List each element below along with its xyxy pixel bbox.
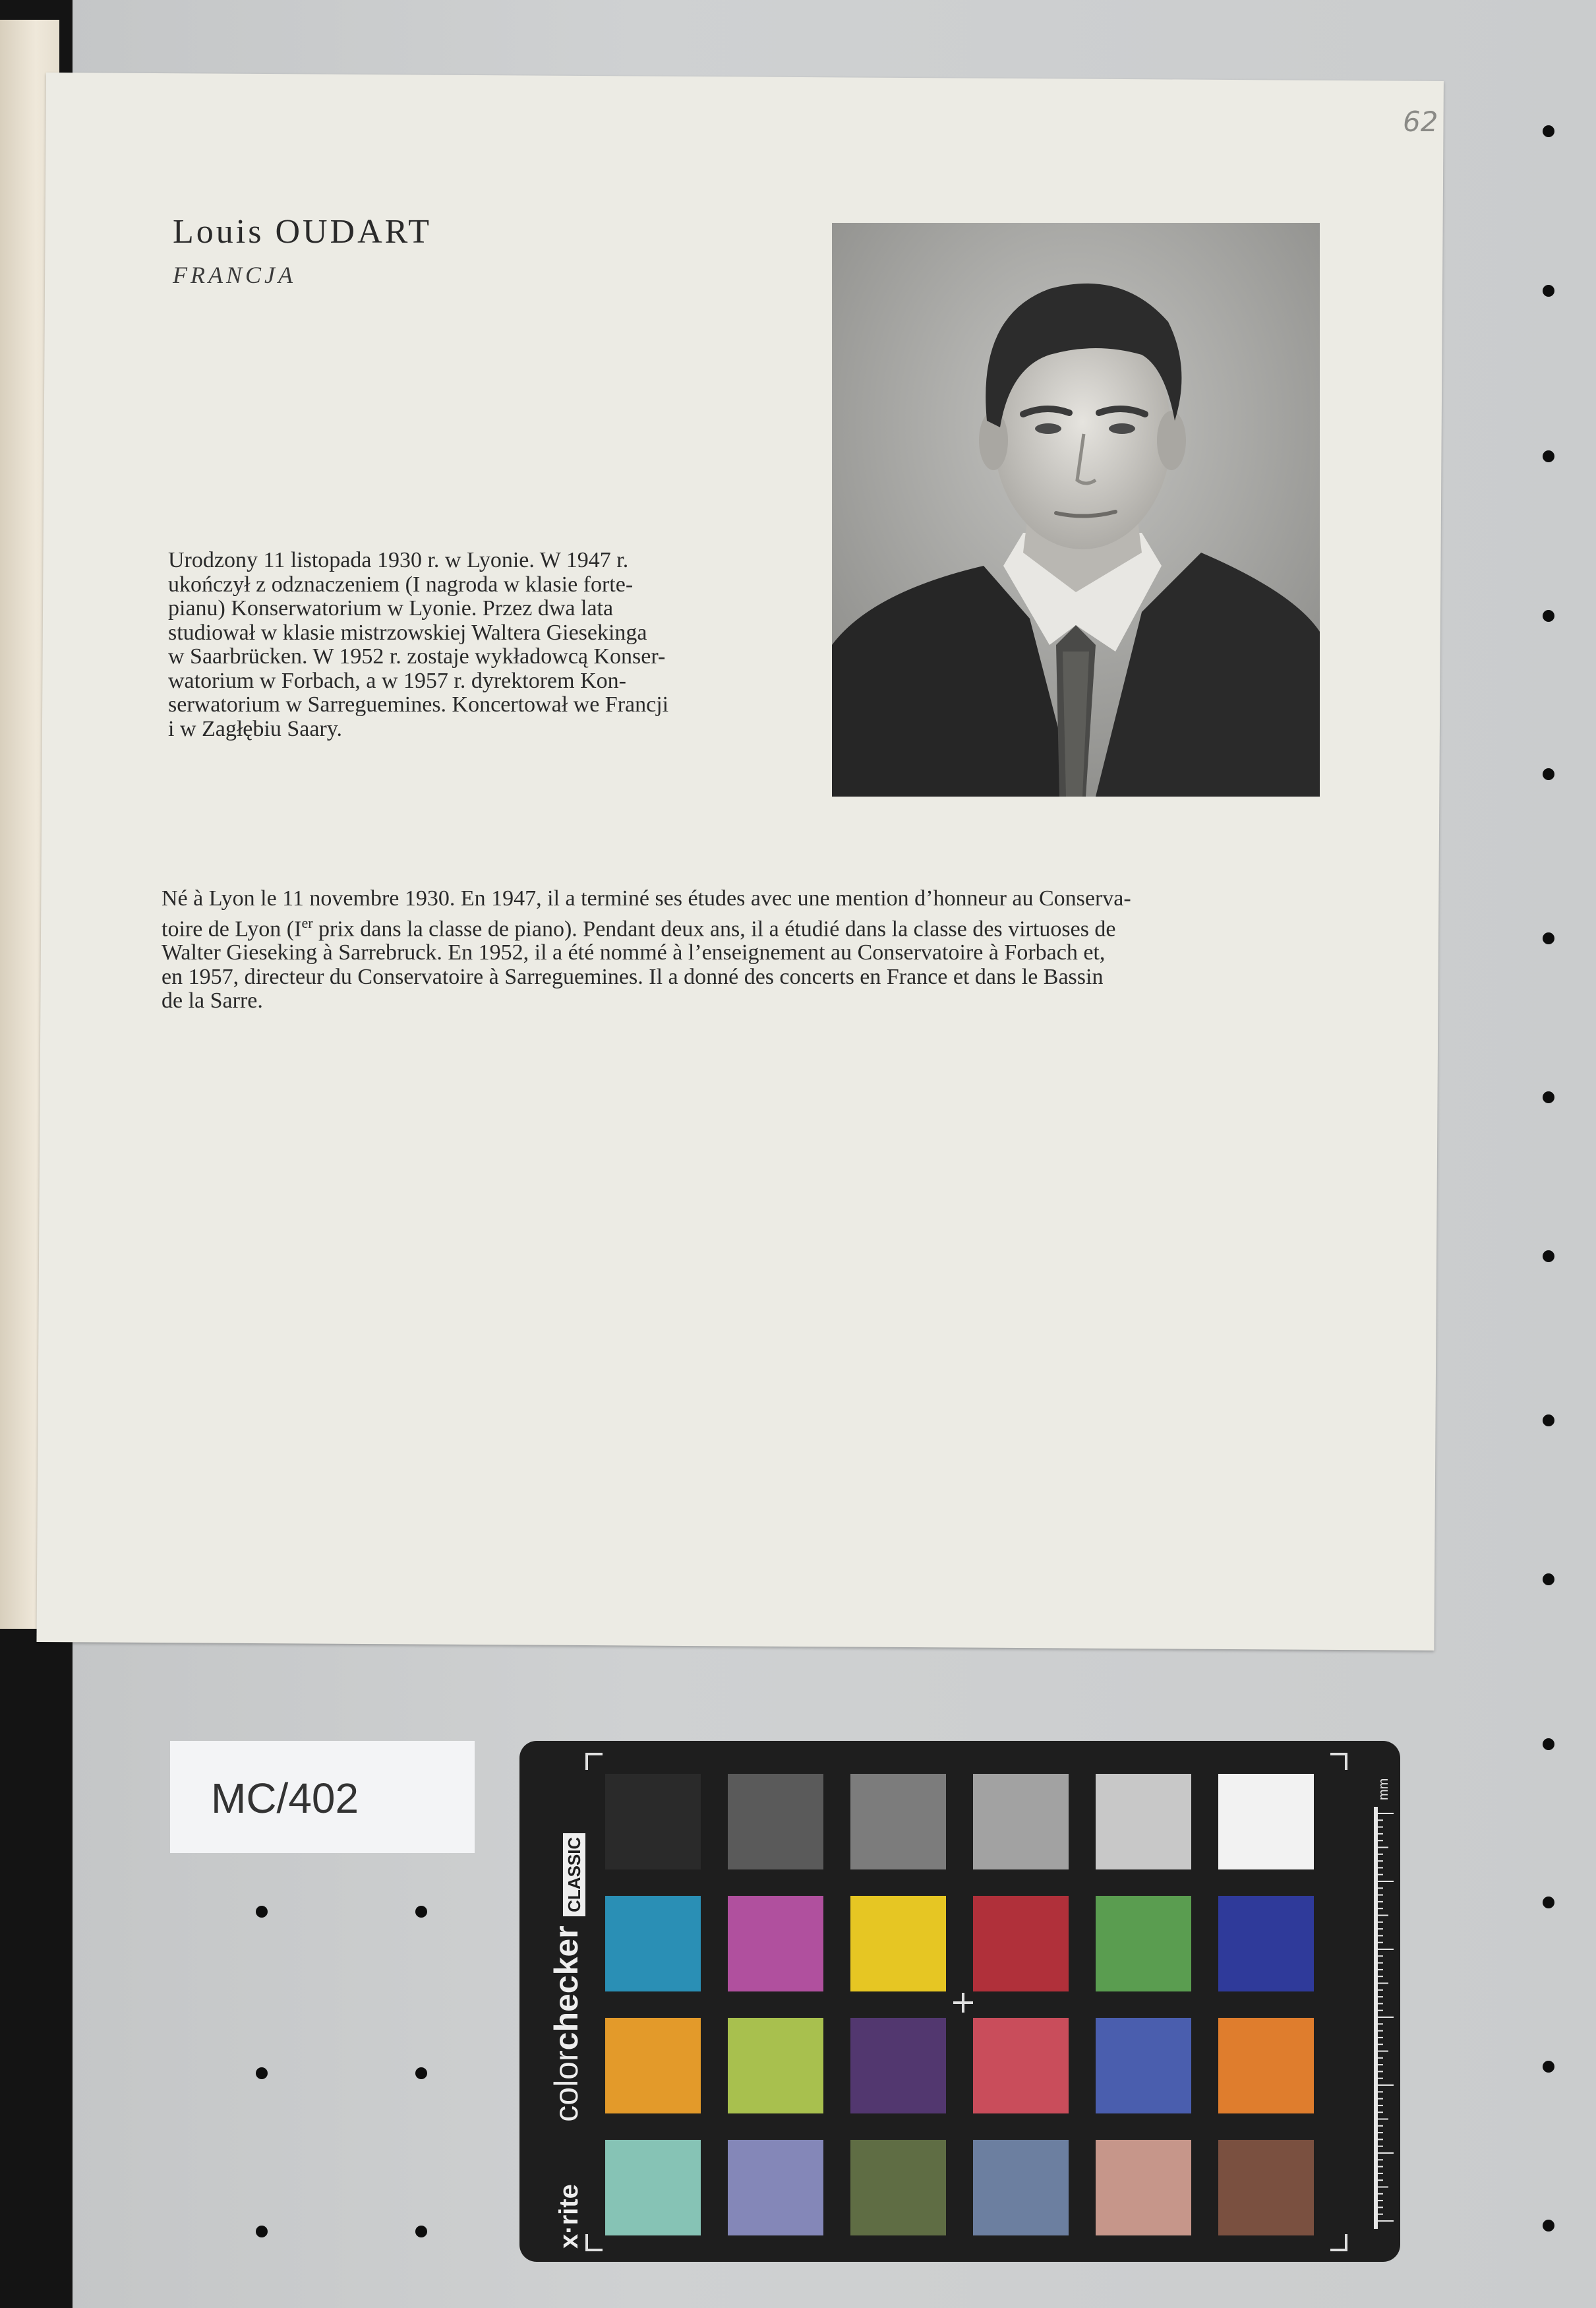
- portrait-illustration: [832, 223, 1320, 797]
- color-swatch: [1096, 1774, 1191, 1869]
- superscript: er: [301, 914, 313, 931]
- color-swatch: [728, 1896, 823, 1991]
- checker-product-light: color: [548, 2050, 585, 2122]
- binder-hole: [1543, 1897, 1554, 1908]
- person-name: Louis OUDART: [173, 213, 432, 251]
- bio-line: Walter Gieseking à Sarrebruck. En 1952, il a été nommé à l’enseignement au Conservatoire à Forbach et,: [162, 940, 1106, 965]
- bio-text: prix dans la classe de piano). Pendant deux ans, il a étudié dans la classe des virtuoses de: [312, 916, 1116, 941]
- binder-hole: [415, 1906, 427, 1918]
- archive-label-card: [170, 1741, 475, 1853]
- color-swatch: [973, 1774, 1069, 1869]
- color-swatch: [850, 1774, 946, 1869]
- crop-corner: [1330, 1753, 1347, 1770]
- binder-hole: [1543, 2061, 1554, 2073]
- binder-hole: [1543, 1573, 1554, 1585]
- binder-hole: [256, 2067, 268, 2079]
- checker-product-bold: checker: [548, 1926, 585, 2051]
- binder-hole: [1543, 1250, 1554, 1262]
- color-swatch: [1096, 1896, 1191, 1991]
- binder-hole: [1543, 932, 1554, 944]
- color-swatch: [850, 2140, 946, 2235]
- color-swatch: [1218, 2018, 1314, 2113]
- page-number: 62: [1403, 106, 1438, 138]
- color-swatch: [973, 2018, 1069, 2113]
- binder-hole: [1543, 1091, 1554, 1103]
- binder-hole: [1543, 1738, 1554, 1750]
- color-checker-card: [519, 1741, 1400, 2262]
- portrait-photo: [832, 223, 1320, 797]
- crop-corner: [585, 1753, 603, 1770]
- bio-line: en 1957, directeur du Conservatoire à Sarreguemines. Il a donné des concerts en France et dans le Bassin: [162, 964, 1104, 989]
- binder-hole: [415, 2067, 427, 2079]
- color-swatch: [605, 1896, 701, 1991]
- color-swatch: [728, 2018, 823, 2113]
- xrite-logo: x·rite: [554, 2184, 583, 2249]
- color-swatch: [850, 2018, 946, 2113]
- color-swatch: [1218, 2140, 1314, 2235]
- binder-hole: [1543, 125, 1554, 137]
- crop-corner: [585, 2234, 603, 2251]
- person-country: FRANCJA: [173, 262, 296, 288]
- color-swatch: [605, 1774, 701, 1869]
- bio-line: studiował w klasie mistrzowskiej Waltera Giesekinga: [168, 620, 647, 645]
- bio-line: watorium w Forbach, a w 1957 r. dyrektorem Kon-: [168, 668, 626, 693]
- color-swatch: [1218, 1896, 1314, 1991]
- archive-label: MC/402: [211, 1775, 359, 1822]
- bio-text: toire de Lyon (I: [162, 916, 302, 941]
- color-swatch: [1096, 2018, 1191, 2113]
- color-swatch: [605, 2140, 701, 2235]
- bio-line: w Saarbrücken. W 1952 r. zostaje wykładowcą Konser-: [168, 644, 666, 669]
- crop-corner: [1330, 2234, 1347, 2251]
- bio-line: Urodzony 11 listopada 1930 r. w Lyonie. W 1947 r.: [168, 548, 629, 572]
- color-swatch: [1096, 2140, 1191, 2235]
- polish-biography: [168, 549, 761, 741]
- color-swatch: [973, 2140, 1069, 2235]
- bio-line: serwatorium w Sarreguemines. Koncertował we Francji: [168, 692, 669, 717]
- classic-badge: CLASSIC: [563, 1833, 585, 1916]
- color-swatch: [1218, 1774, 1314, 1869]
- mm-label: mm: [1376, 1778, 1391, 1800]
- bio-line: [162, 911, 1312, 942]
- bio-line: i w Zagłębiu Saary.: [168, 716, 343, 741]
- binder-hole: [1543, 2220, 1554, 2232]
- binder-hole: [1543, 450, 1554, 462]
- center-crosshair: [962, 1993, 964, 2013]
- bio-line: Né à Lyon le 11 novembre 1930. En 1947, il a terminé ses études avec une mention d’honneur au Conserva-: [162, 886, 1131, 911]
- checker-brand-column: [547, 1833, 585, 2249]
- binder-hole: [1543, 1414, 1554, 1426]
- bio-line: ukończył z odznaczeniem (I nagroda w klasie forte-: [168, 572, 634, 597]
- binder-hole: [256, 2226, 268, 2237]
- color-swatch: [605, 2018, 701, 2113]
- french-biography: [162, 887, 1312, 1014]
- color-swatch: [728, 2140, 823, 2235]
- binder-hole: [1543, 610, 1554, 622]
- color-swatch: [973, 1896, 1069, 1991]
- mm-ruler: [1374, 1807, 1400, 2229]
- binder-hole: [256, 1906, 268, 1918]
- color-swatch: [728, 1774, 823, 1869]
- bio-line: de la Sarre.: [162, 988, 263, 1014]
- binder-hole: [1543, 768, 1554, 780]
- color-swatch: [850, 1896, 946, 1991]
- bio-line: pianu) Konserwatorium w Lyonie. Przez dwa lata: [168, 596, 614, 621]
- binder-hole: [415, 2226, 427, 2237]
- binder-hole: [1543, 285, 1554, 297]
